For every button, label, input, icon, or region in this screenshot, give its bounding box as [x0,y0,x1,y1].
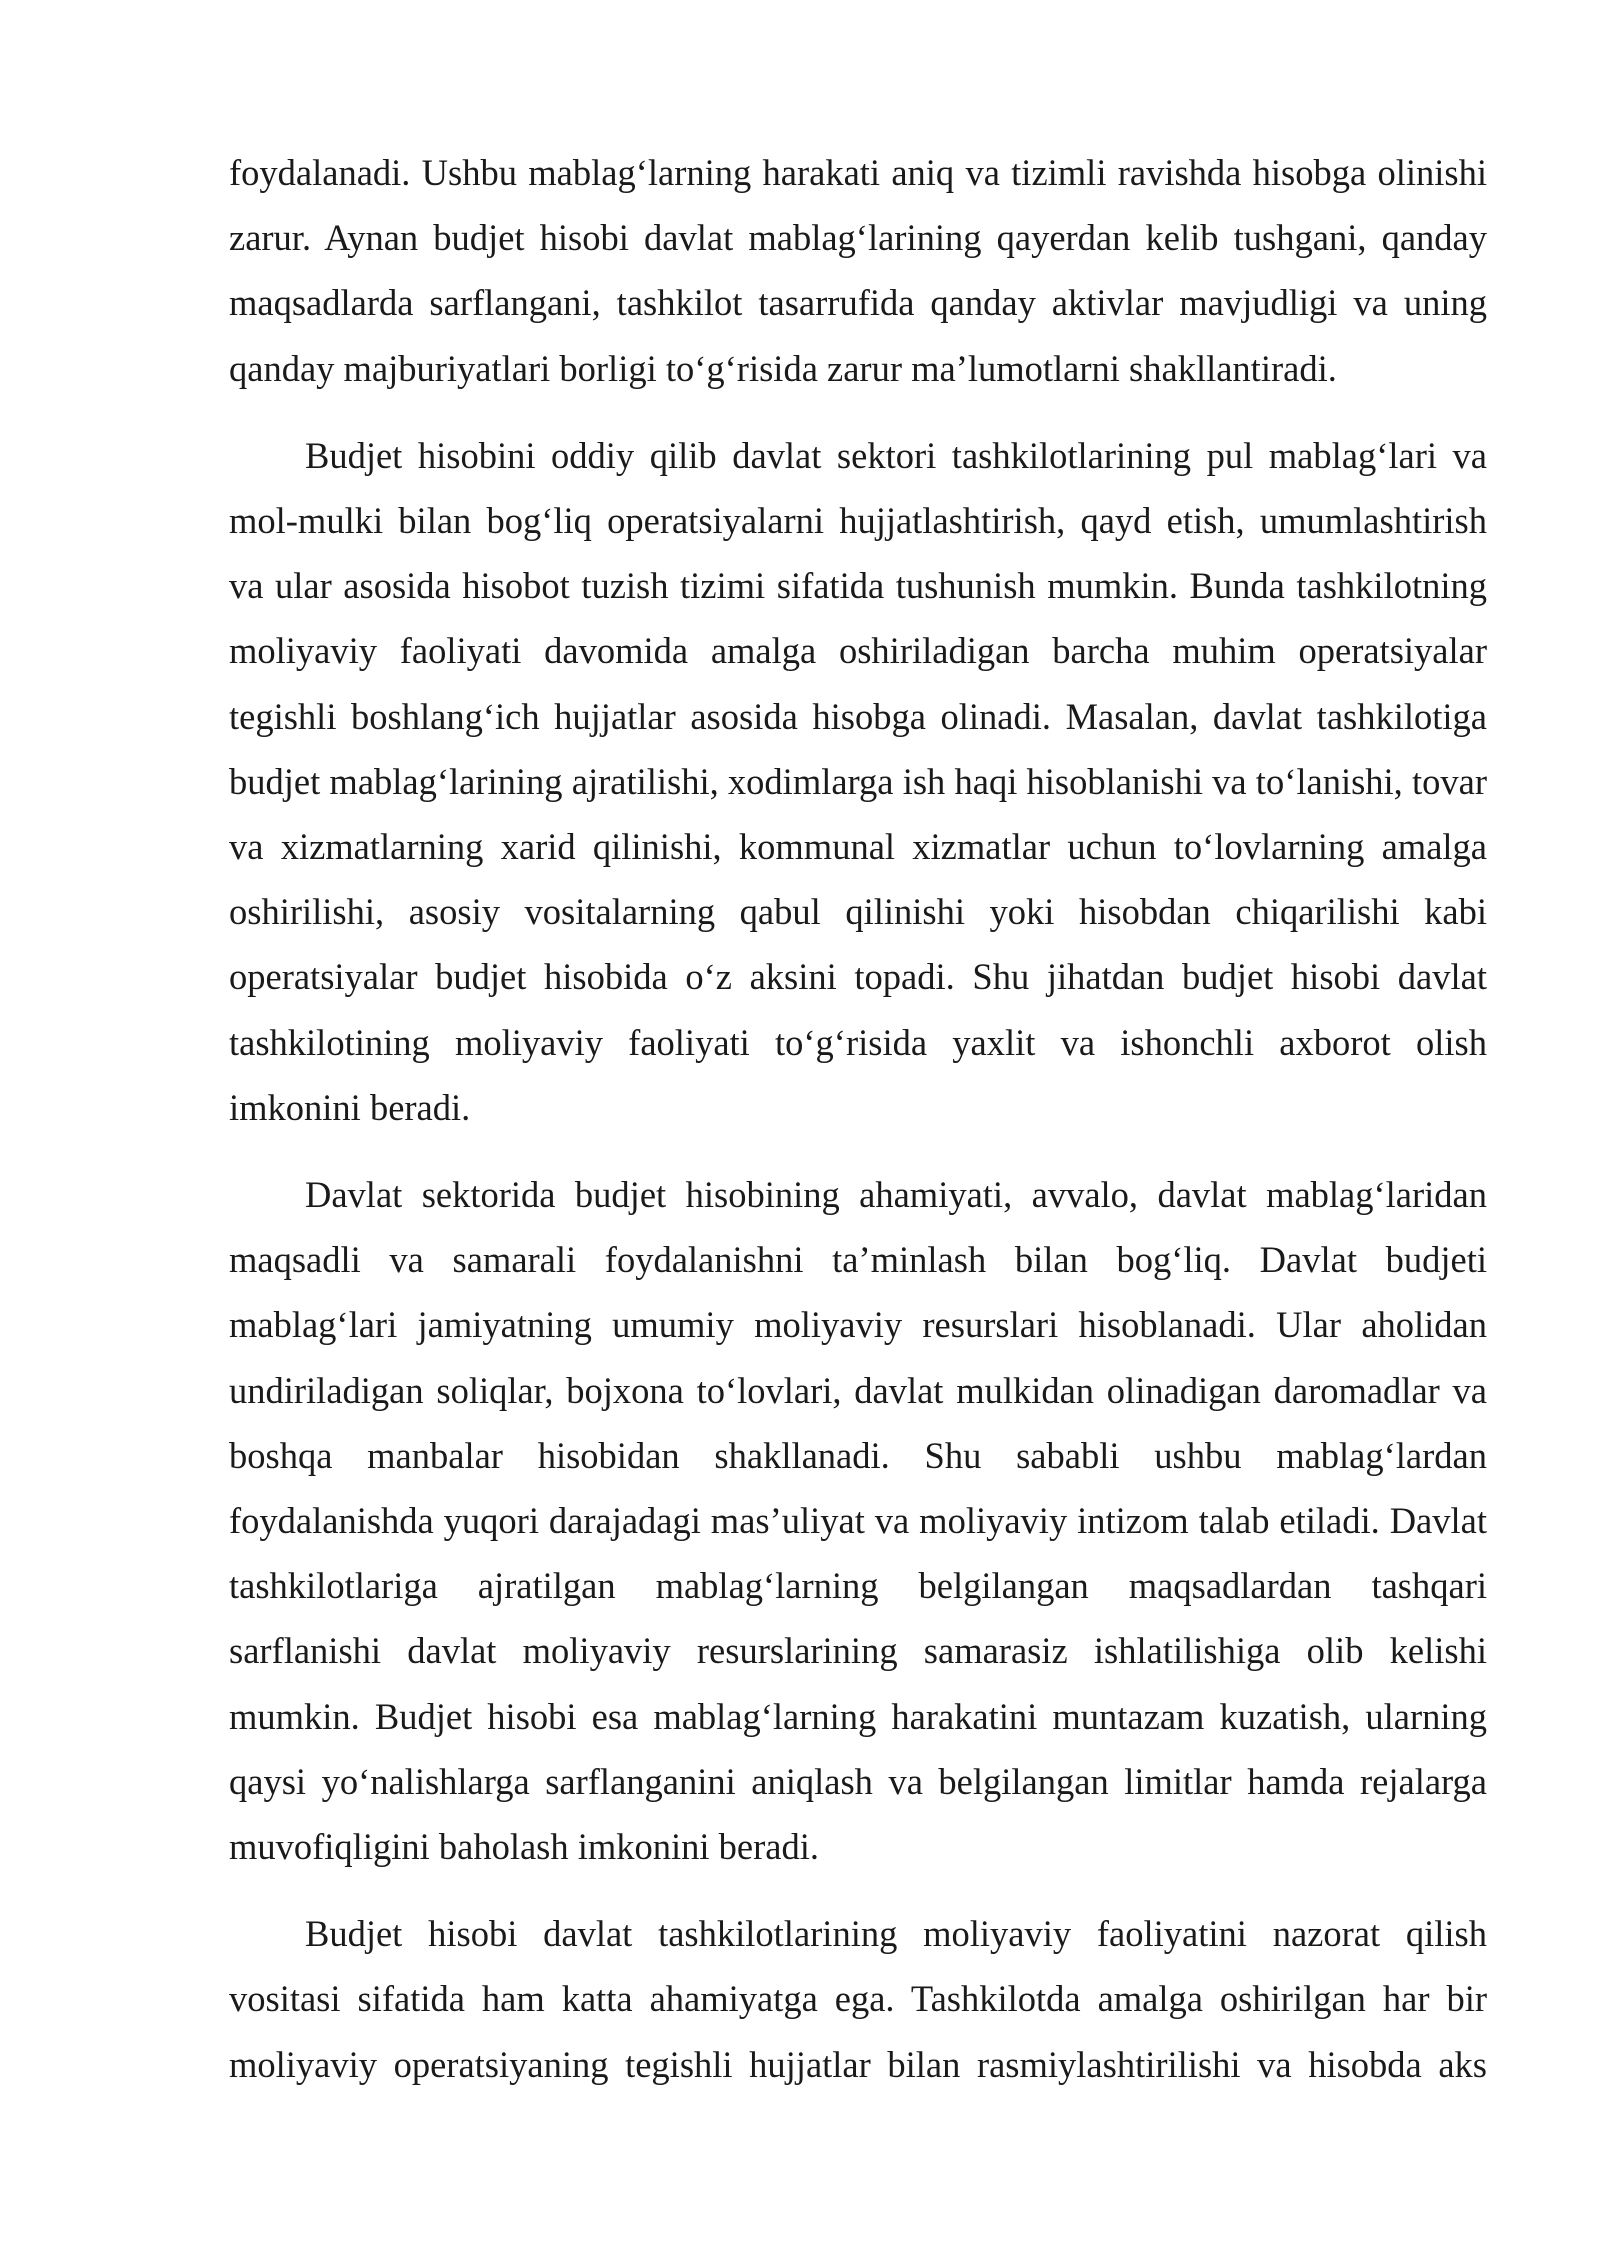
document-body [229,140,1487,2119]
paragraph-3: Davlat sektorida budjet hisobining ahamiyati, avvalo, davlat mablag‘laridan maqsadli va samarali foydalanishni ta’minlash bilan bog‘liq. Davlat budjeti mablag‘lari jamiyatning umumiy moliyaviy resurslari hisoblanadi. Ular aholidan undiriladigan soliqlar, bojxona to‘lovlari, davlat mulkidan olinadigan daromadlar va boshqa manbalar hisobidan shakllanadi. Shu sababli ushbu mablag‘lardan foydalanishda yuqori darajadagi mas’uliyat va moliyaviy intizom talab etiladi. Davlat tashkilotlariga ajratilgan mablag‘larning belgilangan maqsadlardan tashqari sarflanishi davlat moliyaviy resurslarining samarasiz ishlatilishiga olib kelishi mumkin. Budjet hisobi esa mablag‘larning harakatini muntazam kuzatish, ularning qaysi yo‘nalishlarga sarflanganini aniqlash va belgilangan limitlar hamda rejalarga muvofiqligini baholash imkonini beradi. [229,1174,1487,1868]
paragraph-2: Budjet hisobini oddiy qilib davlat sektori tashkilotlarining pul mablag‘lari va mol-mulki bilan bog‘liq operatsiyalarni hujjatlashtirish, qayd etish, umumlashtirish va ular asosida hisobot tuzish tizimi sifatida tushunish mumkin. Bunda tashkilotning moliyaviy faoliyati davomida amalga oshiriladigan barcha muhim operatsiyalar tegishli boshlang‘ich hujjatlar asosida hisobga olinadi. Masalan, davlat tashkilotiga budjet mablag‘larining ajratilishi, xodimlarga ish haqi hisoblanishi va to‘lanishi, tovar va xizmatlarning xarid qilinishi, kommunal xizmatlar uchun to‘lovlarning amalga oshirilishi, asosiy vositalarning qabul qilinishi yoki hisobdan chiqarilishi kabi operatsiyalar budjet hisobida o‘z aksini topadi. Shu jihatdan budjet hisobi davlat tashkilotining moliyaviy faoliyati to‘g‘risida yaxlit va ishonchli axborot olish imkonini beradi. [229,434,1487,1128]
paragraph-4: Budjet hisobi davlat tashkilotlarining moliyaviy faoliyatini nazorat qilish vositasi sifatida ham katta ahamiyatga ega. Tashkilotda amalga oshirilgan har bir moliyaviy operatsiyaning tegishli hujjatlar bilan rasmiylashtirilishi va hisobda aks [229,1913,1487,2085]
paragraph-1: foydalanadi. Ushbu mablag‘larning harakati aniq va tizimli ravishda hisobga olinishi zarur. Aynan budjet hisobi davlat mablag‘larining qayerdan kelib tushgani, qanday maqsadlarda sarflangani, tashkilot tasarrufida qanday aktivlar mavjudligi va uning qanday majburiyatlari borligi to‘g‘risida zarur ma’lumotlarni shakllantiradi. [229,152,1487,389]
